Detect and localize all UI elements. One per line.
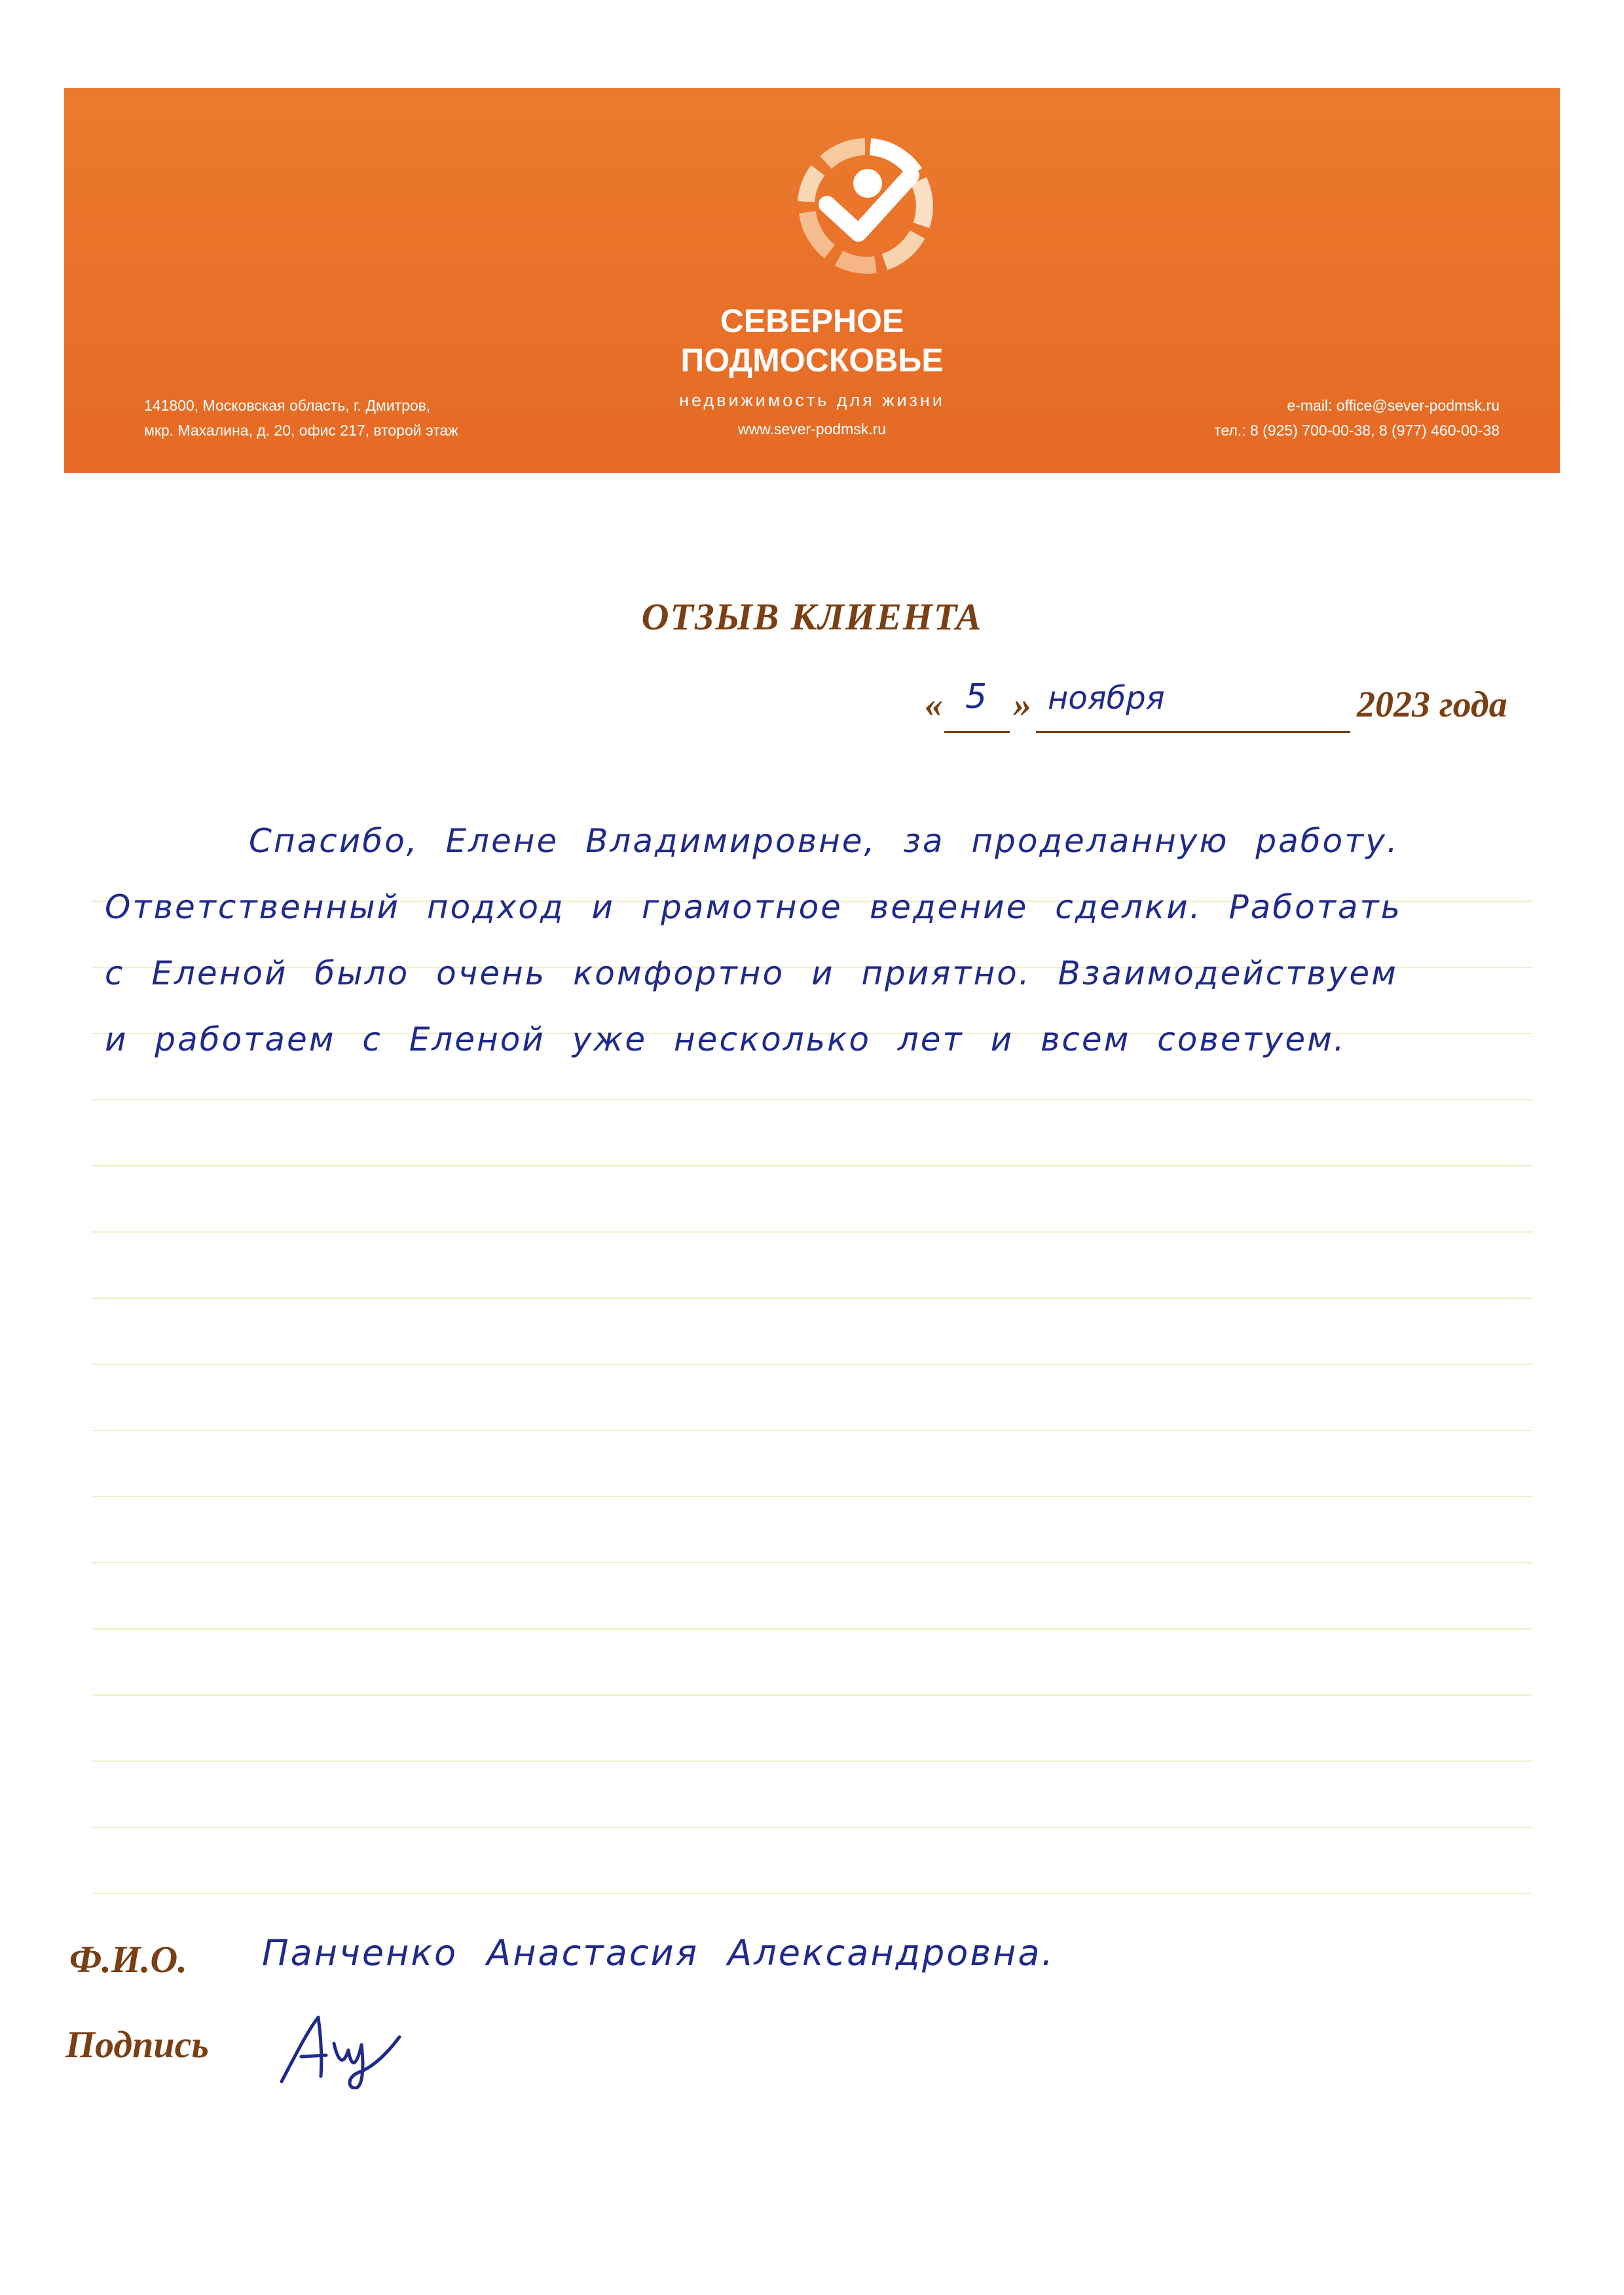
signature-label: Подпись [65,2023,209,2066]
review-line: Спасибо, Елене Владимировне, за проделанную работу. [249,822,1399,860]
ruled-line [92,1165,1532,1166]
date-close-quote: » [1013,684,1031,725]
date-day-handwritten[interactable]: 5 [965,677,987,717]
phone-line: тел.: 8 (925) 700-00-38, 8 (977) 460-00-38 [1214,422,1500,439]
review-line: и работаем с Еленой уже несколько лет и всем советуем. [105,1020,1346,1058]
ruled-line [92,1694,1532,1696]
ruled-line [92,1099,1532,1100]
review-line: Ответственный подход и грамотное ведение сделки. Работать [105,888,1403,926]
ruled-line [92,1761,1532,1762]
handwritten-signature[interactable] [275,2004,419,2089]
ruled-line [92,1297,1532,1299]
ruled-line [92,1893,1532,1894]
ruled-line [92,1364,1532,1365]
date-month-handwritten[interactable]: ноября [1048,680,1165,717]
fio-value-handwritten[interactable]: Панченко Анастасия Александровна. [262,1932,1055,1973]
email-line[interactable]: e-mail: office@sever-podmsk.ru [1287,397,1500,414]
address-line1: 141800, Московская область, г. Дмитров, [144,397,431,414]
address-line2: мкр. Махалина, д. 20, офис 217, второй этаж [144,422,458,439]
ruled-line [92,1827,1532,1828]
ruled-line [92,1496,1532,1497]
ruled-line [92,1628,1532,1630]
ruled-line [92,1430,1532,1431]
form-title: ОТЗЫВ КЛИЕНТА [641,595,983,638]
fio-label: Ф.И.О. [69,1938,187,1981]
brand-name-line2: ПОДМОСКОВЬЕ [680,342,944,379]
brand-tagline: недвижимость для жизни [679,390,945,410]
ruled-line [92,1231,1532,1233]
review-line: с Еленой было очень комфортно и приятно. Взаимодействуем [105,954,1398,992]
ruled-line [92,1562,1532,1563]
date-open-quote: « [925,684,943,725]
date-year: 2023 года [1357,684,1507,725]
brand-name-line1: СЕВЕРНОЕ [720,303,904,339]
website-link[interactable]: www.sever-podmsk.ru [737,420,887,438]
